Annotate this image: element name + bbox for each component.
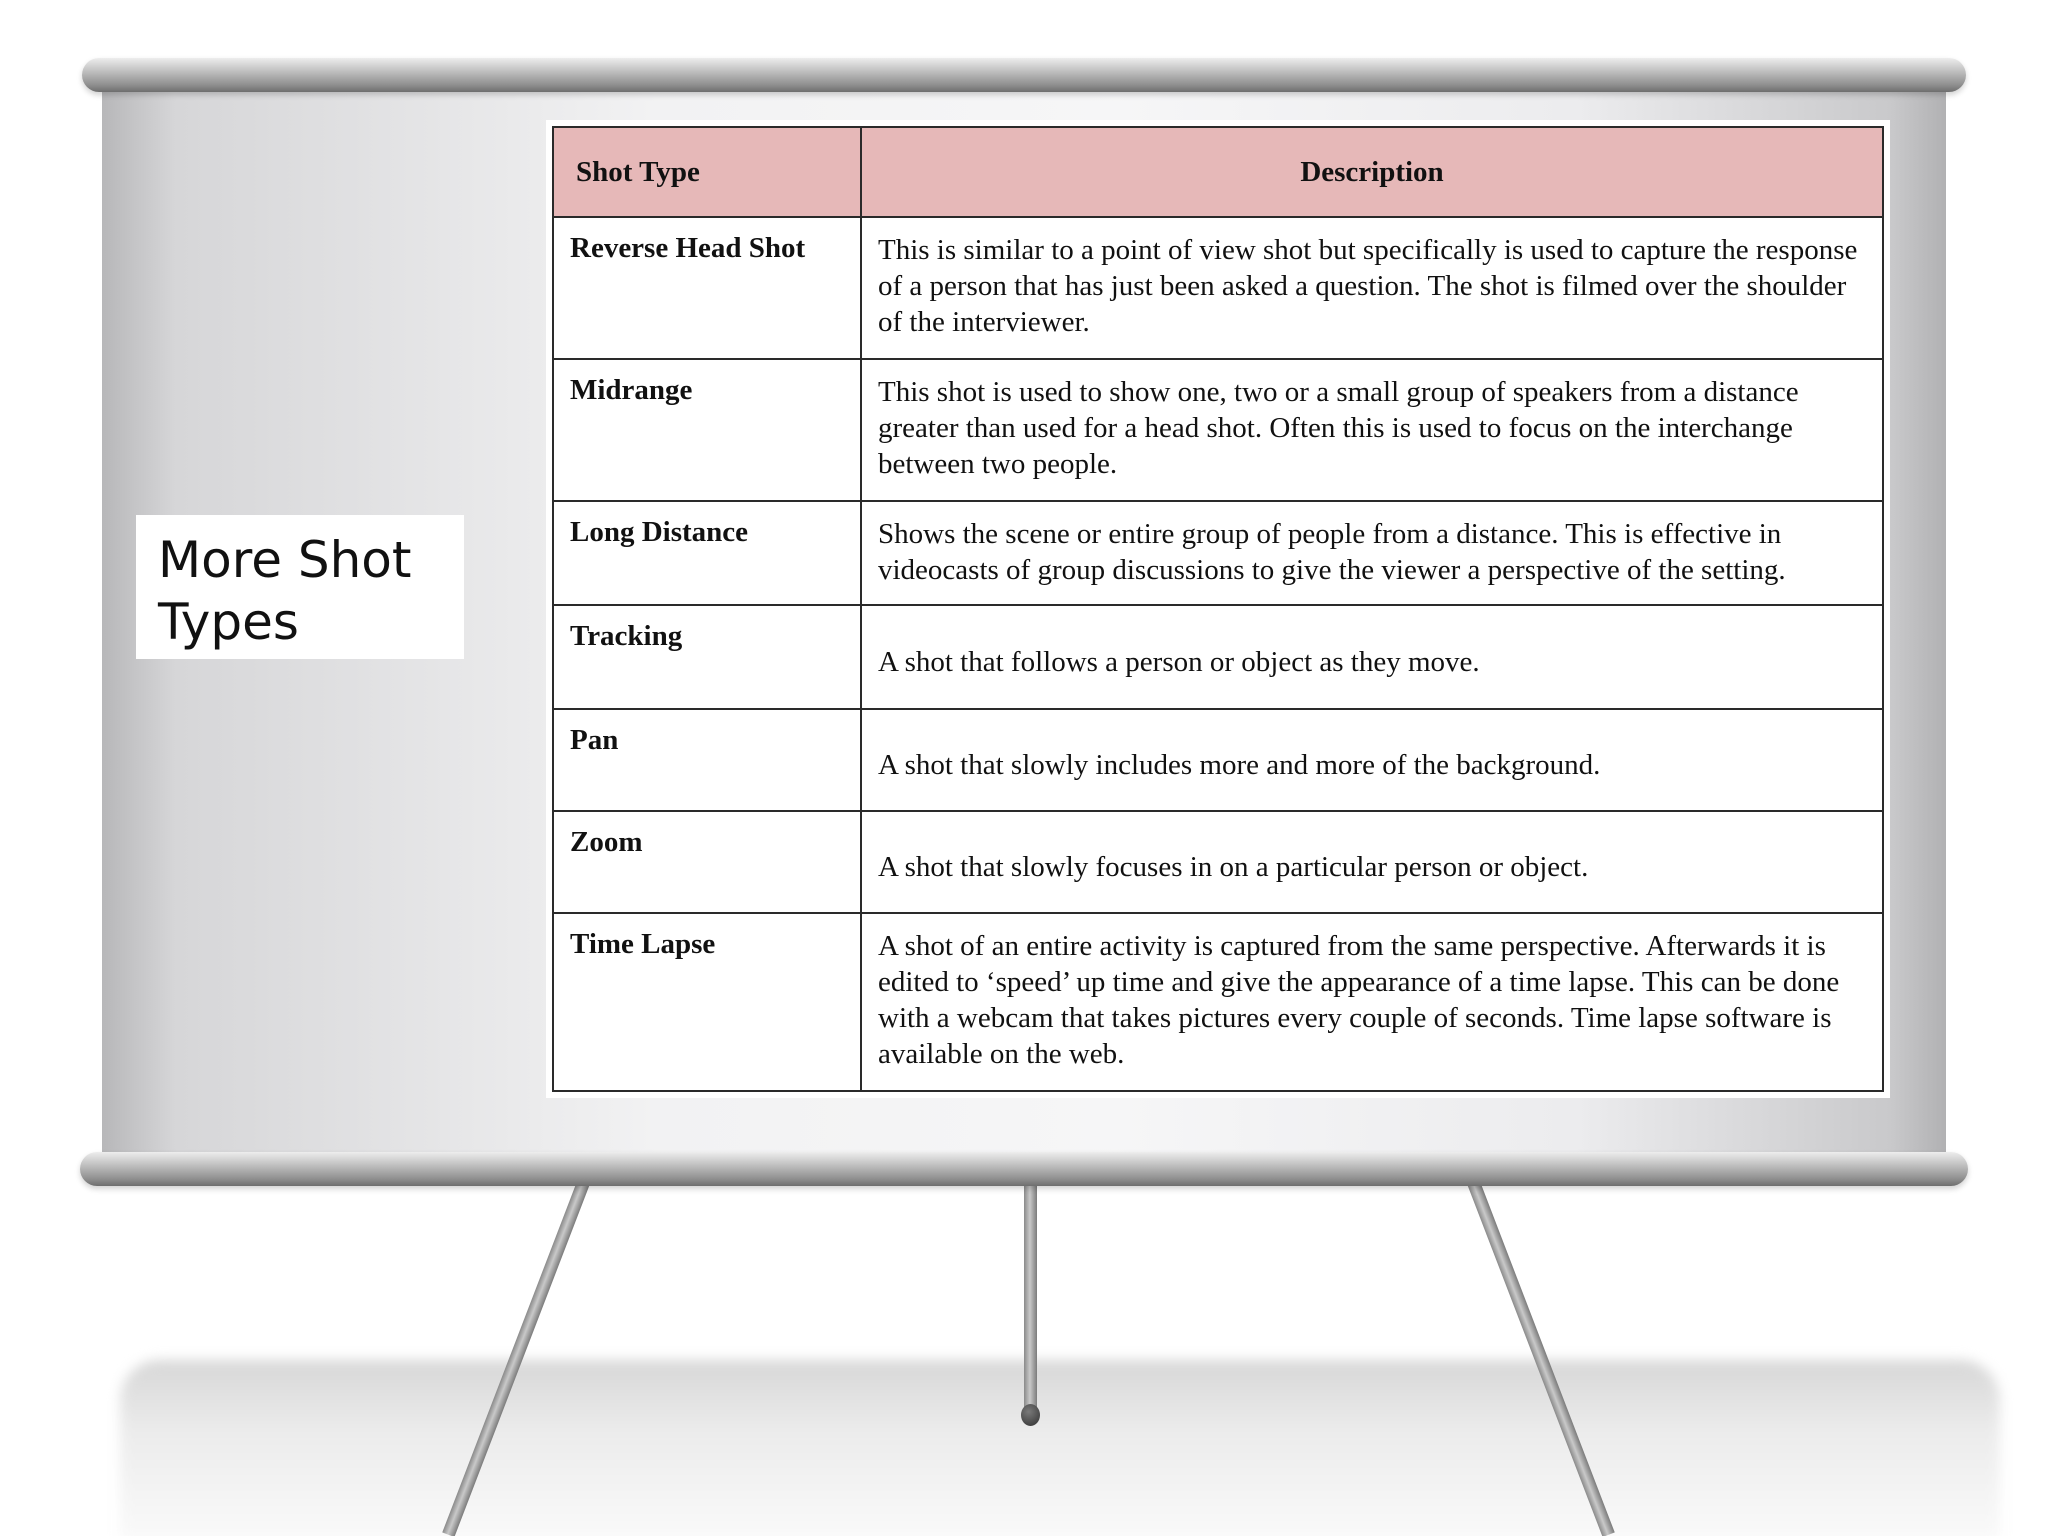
board-top-rod xyxy=(82,58,1966,92)
description-cell: A shot that slowly includes more and more of the background. xyxy=(861,709,1883,811)
shot-type-cell: Tracking xyxy=(553,605,861,709)
shot-types-table-container xyxy=(546,120,1890,1098)
description-cell: Shows the scene or entire group of people from a distance. This is effective in videocasts of group discussions to give the viewer a perspective of the setting. xyxy=(861,501,1883,605)
header-description: Description xyxy=(861,127,1883,217)
table-row xyxy=(553,709,1883,811)
shot-type-cell: Pan xyxy=(553,709,861,811)
shot-type-cell: Midrange xyxy=(553,359,861,501)
description-cell: A shot that slowly focuses in on a particular person or object. xyxy=(861,811,1883,913)
table-row xyxy=(553,501,1883,605)
shot-type-cell: Reverse Head Shot xyxy=(553,217,861,359)
slide-title-box xyxy=(136,515,464,659)
table-header-row xyxy=(553,127,1883,217)
easel-foot xyxy=(1021,1404,1040,1426)
table-row xyxy=(553,913,1883,1091)
description-cell: This is similar to a point of view shot but specifically is used to capture the response of a person that has just been asked a question. The shot is filmed over the shoulder of the interviewer. xyxy=(861,217,1883,359)
table-row xyxy=(553,811,1883,913)
table-row xyxy=(553,217,1883,359)
floor-shadow xyxy=(120,1360,2000,1536)
shot-types-table xyxy=(552,126,1884,1092)
board-bottom-rod xyxy=(80,1152,1968,1186)
shot-type-cell: Zoom xyxy=(553,811,861,913)
description-cell: A shot that follows a person or object as they move. xyxy=(861,605,1883,709)
description-cell: A shot of an entire activity is captured from the same perspective. Afterwards it is edited to ‘speed’ up time and give the appearance of a time lapse. This can be done with a webcam that takes pictures every couple of seconds. Time lapse software is available on the web. xyxy=(861,913,1883,1091)
slide-title: More Shot Types xyxy=(158,531,412,651)
table-row xyxy=(553,605,1883,709)
header-shot-type: Shot Type xyxy=(553,127,861,217)
table-row xyxy=(553,359,1883,501)
shot-type-cell: Long Distance xyxy=(553,501,861,605)
shot-type-cell: Time Lapse xyxy=(553,913,861,1091)
easel-leg-center xyxy=(1024,1180,1037,1418)
description-cell: This shot is used to show one, two or a small group of speakers from a distance greater than used for a head shot. Often this is used to focus on the interchange between two people. xyxy=(861,359,1883,501)
